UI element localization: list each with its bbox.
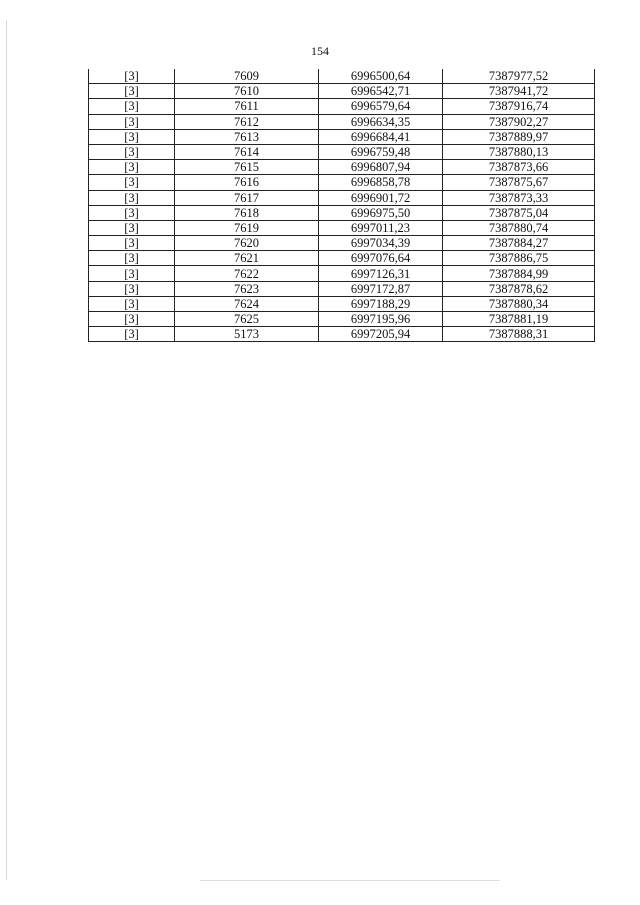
scan-edge-left	[6, 20, 7, 880]
table-row	[89, 205, 595, 220]
y-coordinate-cell: 7387878,62	[443, 281, 595, 296]
x-coordinate-cell: 6997076,64	[319, 251, 443, 266]
reference-cell: [3]	[89, 281, 175, 296]
table-row	[89, 220, 595, 235]
table-row	[89, 160, 595, 175]
y-coordinate-cell: 7387880,13	[443, 144, 595, 159]
reference-cell: [3]	[89, 236, 175, 251]
reference-cell: [3]	[89, 129, 175, 144]
y-coordinate-cell: 7387884,99	[443, 266, 595, 281]
coordinates-table-body	[89, 69, 595, 342]
point-number-cell: 7624	[175, 296, 319, 311]
point-number-cell: 7618	[175, 205, 319, 220]
point-number-cell: 7611	[175, 99, 319, 114]
page-number: 154	[311, 44, 329, 58]
reference-cell: [3]	[89, 251, 175, 266]
point-number-cell: 7616	[175, 175, 319, 190]
y-coordinate-cell: 7387902,27	[443, 114, 595, 129]
x-coordinate-cell: 6996901,72	[319, 190, 443, 205]
point-number-cell: 7610	[175, 84, 319, 99]
table-row	[89, 190, 595, 205]
point-number-cell: 7619	[175, 220, 319, 235]
reference-cell: [3]	[89, 312, 175, 327]
scan-edge-bottom	[200, 880, 500, 881]
reference-cell: [3]	[89, 266, 175, 281]
x-coordinate-cell: 6996634,35	[319, 114, 443, 129]
point-number-cell: 7623	[175, 281, 319, 296]
point-number-cell: 7609	[175, 69, 319, 84]
table-row	[89, 69, 595, 84]
y-coordinate-cell: 7387880,74	[443, 220, 595, 235]
reference-cell: [3]	[89, 84, 175, 99]
x-coordinate-cell: 6996500,64	[319, 69, 443, 84]
y-coordinate-cell: 7387886,75	[443, 251, 595, 266]
table-row	[89, 84, 595, 99]
reference-cell: [3]	[89, 296, 175, 311]
x-coordinate-cell: 6997172,87	[319, 281, 443, 296]
y-coordinate-cell: 7387873,66	[443, 160, 595, 175]
table-row	[89, 296, 595, 311]
y-coordinate-cell: 7387881,19	[443, 312, 595, 327]
reference-cell: [3]	[89, 327, 175, 342]
point-number-cell: 5173	[175, 327, 319, 342]
y-coordinate-cell: 7387884,27	[443, 236, 595, 251]
x-coordinate-cell: 6997205,94	[319, 327, 443, 342]
x-coordinate-cell: 6997126,31	[319, 266, 443, 281]
reference-cell: [3]	[89, 190, 175, 205]
y-coordinate-cell: 7387888,31	[443, 327, 595, 342]
reference-cell: [3]	[89, 220, 175, 235]
reference-cell: [3]	[89, 205, 175, 220]
reference-cell: [3]	[89, 114, 175, 129]
point-number-cell: 7622	[175, 266, 319, 281]
table-row	[89, 251, 595, 266]
x-coordinate-cell: 6997195,96	[319, 312, 443, 327]
x-coordinate-cell: 6996579,64	[319, 99, 443, 114]
table-row	[89, 144, 595, 159]
x-coordinate-cell: 6997011,23	[319, 220, 443, 235]
point-number-cell: 7614	[175, 144, 319, 159]
x-coordinate-cell: 6996807,94	[319, 160, 443, 175]
x-coordinate-cell: 6997034,39	[319, 236, 443, 251]
table-row	[89, 236, 595, 251]
x-coordinate-cell: 6996858,78	[319, 175, 443, 190]
y-coordinate-cell: 7387941,72	[443, 84, 595, 99]
point-number-cell: 7620	[175, 236, 319, 251]
reference-cell: [3]	[89, 99, 175, 114]
point-number-cell: 7612	[175, 114, 319, 129]
table-row	[89, 114, 595, 129]
reference-cell: [3]	[89, 69, 175, 84]
reference-cell: [3]	[89, 160, 175, 175]
y-coordinate-cell: 7387875,04	[443, 205, 595, 220]
table-row	[89, 129, 595, 144]
x-coordinate-cell: 6996542,71	[319, 84, 443, 99]
coordinates-table	[88, 69, 595, 342]
point-number-cell: 7613	[175, 129, 319, 144]
point-number-cell: 7617	[175, 190, 319, 205]
y-coordinate-cell: 7387873,33	[443, 190, 595, 205]
y-coordinate-cell: 7387889,97	[443, 129, 595, 144]
x-coordinate-cell: 6996975,50	[319, 205, 443, 220]
table-row	[89, 99, 595, 114]
reference-cell: [3]	[89, 175, 175, 190]
y-coordinate-cell: 7387880,34	[443, 296, 595, 311]
x-coordinate-cell: 6997188,29	[319, 296, 443, 311]
table-row	[89, 327, 595, 342]
y-coordinate-cell: 7387977,52	[443, 69, 595, 84]
point-number-cell: 7625	[175, 312, 319, 327]
table-row	[89, 266, 595, 281]
y-coordinate-cell: 7387875,67	[443, 175, 595, 190]
table-row	[89, 175, 595, 190]
x-coordinate-cell: 6996759,48	[319, 144, 443, 159]
table-row	[89, 312, 595, 327]
point-number-cell: 7615	[175, 160, 319, 175]
y-coordinate-cell: 7387916,74	[443, 99, 595, 114]
reference-cell: [3]	[89, 144, 175, 159]
table-row	[89, 281, 595, 296]
x-coordinate-cell: 6996684,41	[319, 129, 443, 144]
point-number-cell: 7621	[175, 251, 319, 266]
